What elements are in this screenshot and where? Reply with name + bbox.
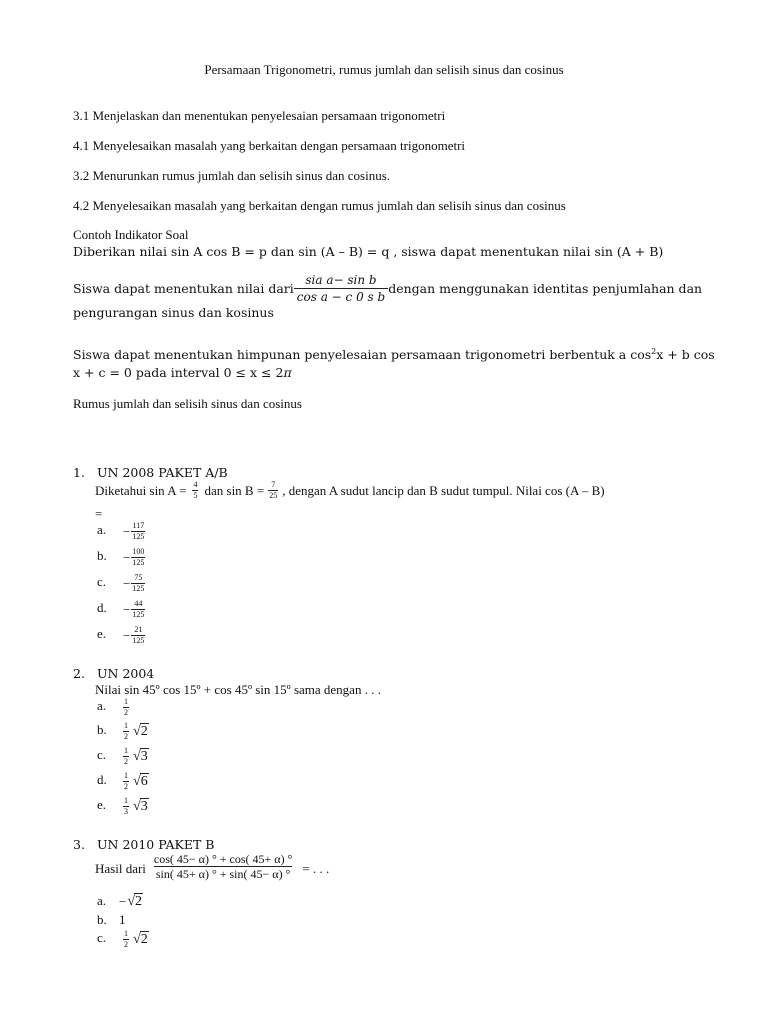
frac-den: 2 bbox=[124, 732, 128, 741]
q1-frac-sinB-num: 7 bbox=[271, 480, 276, 489]
frac-num: 1 bbox=[124, 796, 128, 805]
competency-4-1: 4.1 Menyelesaikan masalah yang berkaitan dengan persamaan trigonometri bbox=[73, 138, 466, 153]
option-value: 1 bbox=[119, 912, 126, 927]
radicand: 2 bbox=[140, 931, 148, 947]
q3-expression bbox=[152, 852, 294, 881]
frac-num: 1 bbox=[124, 771, 128, 780]
sqrt-icon: √3 bbox=[133, 748, 148, 764]
option-letter: e. bbox=[97, 626, 107, 642]
option-letter: a. bbox=[97, 698, 107, 714]
sqrt-icon: √2 bbox=[133, 931, 148, 947]
option-letter: d. bbox=[97, 772, 107, 788]
indicator-heading: Contoh Indikator Soal bbox=[73, 227, 189, 242]
frac-den: 2 bbox=[124, 782, 128, 791]
option-letter: a. bbox=[97, 522, 107, 538]
q2-option-d bbox=[97, 772, 149, 791]
indicator-line-4a-text: Siswa dapat menentukan himpunan penyelesaian persamaan trigonometri berbentuk a cos bbox=[73, 347, 652, 363]
q1-text-d: = bbox=[95, 506, 103, 521]
minus-sign: − bbox=[123, 627, 131, 643]
document-title: Persamaan Trigonometri, rumus jumlah dan selisih sinus dan cosinus bbox=[204, 62, 564, 77]
frac-num: 1 bbox=[124, 746, 128, 755]
minus-sign: − bbox=[123, 601, 131, 617]
q1-option-e bbox=[97, 626, 145, 645]
q1-text-b: dan sin B = bbox=[204, 482, 265, 498]
q1-header: UN 2008 PAKET A/B bbox=[97, 465, 228, 480]
q1-option-b bbox=[97, 548, 145, 567]
q3-text-pre: Hasil dari bbox=[95, 861, 146, 876]
q3-expression-den: sin( 45+ α) ° + sin( 45− α) ° bbox=[155, 867, 291, 881]
indicator-fraction bbox=[294, 272, 388, 305]
q2-header: UN 2004 bbox=[97, 666, 155, 681]
indicator-line-4a-sup: 2 bbox=[651, 347, 657, 356]
q3-text bbox=[95, 852, 329, 881]
frac-den: 125 bbox=[132, 610, 145, 619]
rumus-heading: Rumus jumlah dan selisih sinus dan cosinus bbox=[73, 396, 302, 411]
q1-text bbox=[95, 481, 605, 500]
frac-num: 75 bbox=[134, 573, 143, 582]
q2-option-b bbox=[97, 722, 149, 741]
competency-4-2: 4.2 Menyelesaikan masalah yang berkaitan dengan rumus jumlah dan selisih sinus dan cosinus bbox=[73, 198, 566, 213]
q1-text-c: , dengan A sudut lancip dan B sudut tumpul. Nilai cos (A – B) bbox=[282, 482, 605, 498]
frac-den: 125 bbox=[132, 584, 145, 593]
q2-text: Nilai sin 45º cos 15º + cos 45º sin 15º sama dengan . . . bbox=[95, 682, 381, 697]
q3-option-b bbox=[97, 912, 126, 928]
frac-den: 125 bbox=[132, 636, 145, 645]
frac-den: 125 bbox=[132, 558, 145, 567]
radicand: 2 bbox=[135, 894, 143, 910]
frac-den: 3 bbox=[124, 807, 128, 816]
q1-frac-sinB bbox=[268, 481, 278, 500]
q2-option-c bbox=[97, 747, 149, 766]
indicator-fraction-den: cos a − c 0 s b bbox=[294, 288, 388, 305]
frac-den: 2 bbox=[124, 940, 128, 949]
frac-num: 1 bbox=[124, 929, 128, 938]
q2-option-a bbox=[97, 698, 129, 717]
q1-frac-sinB-den: 25 bbox=[269, 491, 278, 500]
q3-expression-num: cos( 45− α) ° + cos( 45+ α) ° bbox=[153, 852, 293, 866]
sqrt-icon: √2 bbox=[127, 894, 143, 910]
indicator-line-2-pre: Siswa dapat menentukan nilai dari bbox=[73, 281, 294, 296]
frac-num: 21 bbox=[134, 625, 143, 634]
indicator-line-4b-text: x + c = 0 pada interval 0 ≤ x ≤ 2 bbox=[73, 365, 284, 380]
frac-num: 44 bbox=[134, 599, 143, 608]
option-letter: c. bbox=[97, 747, 107, 763]
option-letter: e. bbox=[97, 797, 107, 813]
minus-sign: − bbox=[119, 894, 127, 910]
radicand: 6 bbox=[140, 773, 148, 789]
frac-den: 2 bbox=[124, 757, 128, 766]
competency-3-2: 3.2 Menurunkan rumus jumlah dan selisih sinus dan cosinus. bbox=[73, 168, 391, 183]
frac-num: 1 bbox=[124, 721, 128, 730]
frac-num: 1 bbox=[124, 697, 128, 706]
q3-header: UN 2010 PAKET B bbox=[97, 837, 215, 852]
q1-frac-sinA bbox=[192, 481, 198, 500]
competency-3-1: 3.1 Menjelaskan dan menentukan penyelesaian persamaan trigonometri bbox=[73, 108, 446, 123]
indicator-line-4a bbox=[73, 347, 715, 363]
q1-frac-sinA-den: 5 bbox=[193, 491, 198, 500]
frac-num: 100 bbox=[132, 547, 145, 556]
q3-option-c bbox=[97, 930, 149, 949]
option-letter: c. bbox=[97, 930, 107, 946]
radicand: 3 bbox=[140, 748, 148, 764]
option-letter: a. bbox=[97, 893, 107, 908]
q3-option-a bbox=[97, 893, 143, 910]
q3-number: 3. bbox=[73, 837, 85, 852]
q1-option-c bbox=[97, 574, 145, 593]
q1-frac-sinA-num: 4 bbox=[193, 480, 198, 489]
frac-den: 2 bbox=[124, 708, 128, 717]
frac-den: 125 bbox=[132, 532, 145, 541]
q1-option-d bbox=[97, 600, 145, 619]
q1-option-a bbox=[97, 522, 145, 541]
indicator-line-4a-end: x + b cos bbox=[656, 347, 715, 363]
frac-num: 117 bbox=[132, 521, 145, 530]
q2-number: 2. bbox=[73, 666, 85, 681]
radicand: 3 bbox=[140, 798, 148, 814]
indicator-line-2 bbox=[73, 272, 703, 305]
q3-text-post: = . . . bbox=[302, 861, 330, 876]
option-letter: b. bbox=[97, 722, 107, 738]
minus-sign: − bbox=[123, 549, 131, 565]
q2-option-e bbox=[97, 797, 149, 816]
option-letter: d. bbox=[97, 600, 107, 616]
option-letter: b. bbox=[97, 548, 107, 564]
radicand: 2 bbox=[140, 723, 148, 739]
minus-sign: − bbox=[123, 523, 131, 539]
indicator-line-4b bbox=[73, 365, 292, 380]
option-letter: b. bbox=[97, 912, 107, 927]
indicator-line-2-post: dengan menggunakan identitas penjumlahan dan bbox=[388, 281, 703, 296]
indicator-line-1: Diberikan nilai sin A cos B = p dan sin (A – B) = q , siswa dapat menentukan nilai sin (A + B) bbox=[73, 244, 664, 259]
sqrt-icon: √2 bbox=[133, 723, 148, 739]
q1-number: 1. bbox=[73, 465, 85, 480]
sqrt-icon: √3 bbox=[133, 798, 148, 814]
minus-sign: − bbox=[123, 575, 131, 591]
sqrt-icon: √6 bbox=[133, 773, 148, 789]
option-letter: c. bbox=[97, 574, 107, 590]
indicator-line-3: pengurangan sinus dan kosinus bbox=[73, 305, 274, 320]
q1-text-a: Diketahui sin A = bbox=[95, 482, 187, 498]
pi-symbol: π bbox=[283, 365, 292, 380]
indicator-fraction-num: sia a− sin b bbox=[305, 273, 377, 287]
